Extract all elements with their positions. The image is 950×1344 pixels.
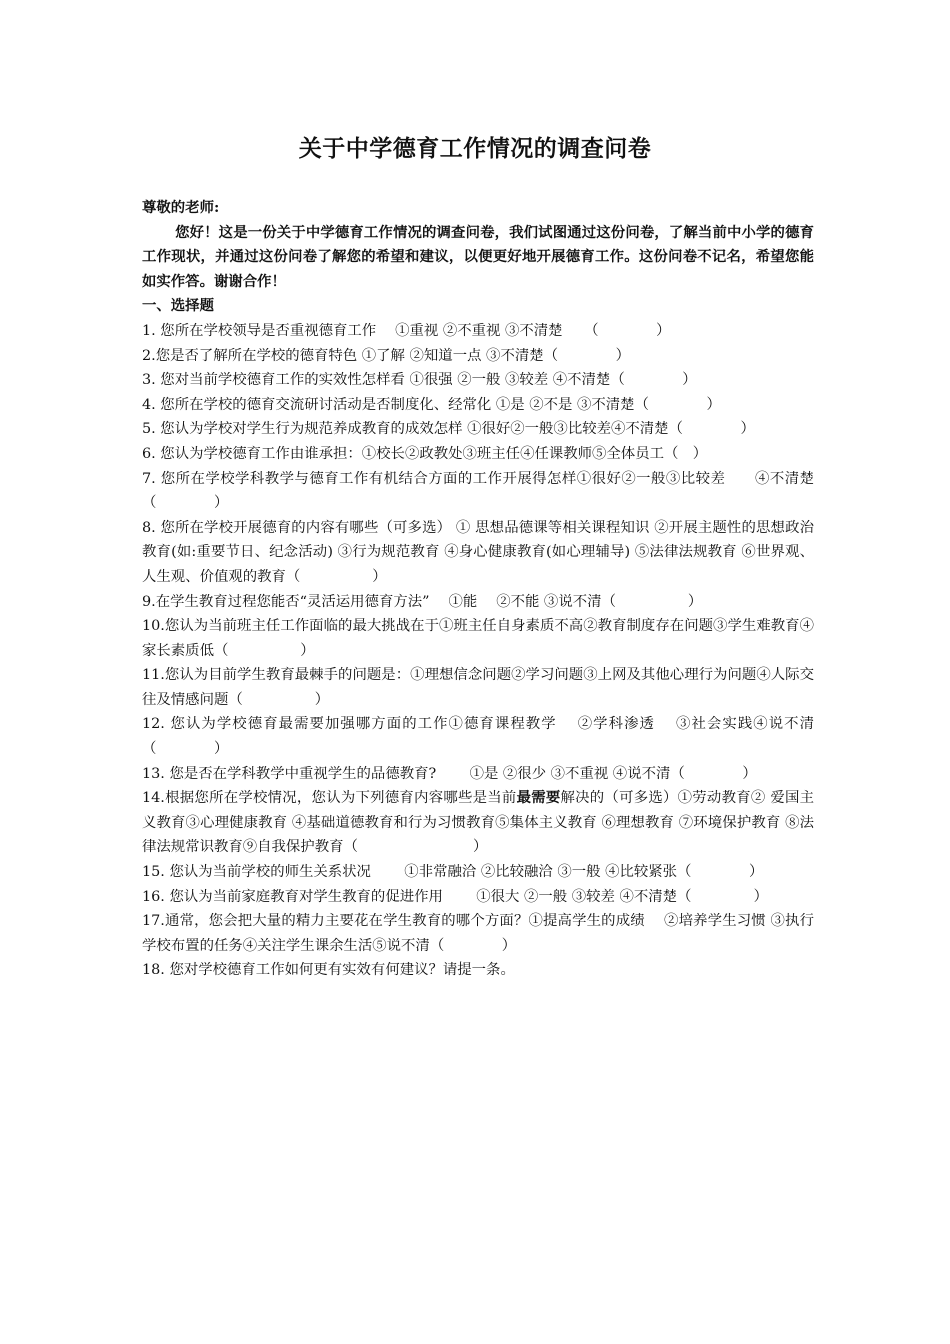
question-3: 3. 您对当前学校德育工作的实效性怎样看 ①很强 ②一般 ③较差 ④不清楚（ ） [142,372,697,389]
question-11: 11.您认为目前学生教育最棘手的问题是：①理想信念问题②学习问题③上网及其他心理行为问题④人际交往及情感问题（ ） [142,667,814,708]
question-18: 18. 您对学校德育工作如何更有实效有何建议？请提一条。 [142,962,515,979]
question-14-text-after: 解决的（可多选）①劳动教育② 爱国主义教育③心理健康教育 ④基础道德教育和行为习惯教育⑤集体主义教育 ⑥理想教育 ⑦环境保护教育 ⑧法律法规常识教育⑨自我保护教育（ ） [142,790,814,856]
question-14 [142,786,814,860]
question-14-emphasis: 最需要 [516,789,561,807]
document-title: 关于中学德育工作情况的调查问卷 [298,136,652,162]
question-13: 13. 您是否在学科教学中重视学生的品德教育? ①是 ②很少 ③不重视 ④说不清（ ） [142,765,757,782]
question-7: 7. 您所在学校学科教学与德育工作有机结合方面的工作开展得怎样①很好②一般③比较差 ④不清楚（ ） [142,470,814,512]
section-heading: 一、选择题 [142,297,214,315]
intro-paragraph: 您好！这是一份关于中学德育工作情况的调查问卷，我们试图通过这份问卷，了解当前中小学的德育工作现状，并通过这份问卷了解您的希望和建议，以便更好地开展德育工作。这份问卷不记名，希望您能如实作答。谢谢合作！ [142,223,814,290]
question-8: 8. 您所在学校开展德育的内容有哪些（可多选） ① 思想品德课等相关课程知识 ②开展主题性的思想政治教育(如:重要节日、纪念活动) ③行为规范教育 ④身心健康教育(如心理辅导) ⑤法律法规教育 ⑥世界观、人生观、价值观的教育（ ） [142,519,814,585]
question-1: 1. 您所在学校领导是否重视德育工作 ①重视 ②不重视 ③不清楚 （ ） [142,322,671,339]
question-6: 6. 您认为学校德育工作由谁承担：①校长②政教处③班主任④任课教师⑤全体员工（ ） [142,445,708,462]
document-body [142,196,814,983]
question-15: 15. 您认为当前学校的师生关系状况 ①非常融洽 ②比较融洽 ③一般 ④比较紧张（ ） [142,864,764,881]
question-14-text-before: 14.根据您所在学校情况，您认为下列德育内容哪些是当前 [142,790,517,807]
salutation: 尊敬的老师: [142,199,220,216]
question-16: 16. 您认为当前家庭教育对学生教育的促进作用 ①很大 ②一般 ③较差 ④不清楚（ ） [142,888,768,905]
question-12: 12. 您认为学校德育最需要加强哪方面的工作①德育课程教学 ②学科渗透 ③社会实践④说不清（ ） [142,716,814,758]
question-4: 4. 您所在学校的德育交流研讨活动是否制度化、经常化 ①是 ②不是 ③不清楚（ ） [142,396,721,413]
question-9: 9.在学生教育过程您能否“灵活运用德育方法” ①能 ②不能 ③说不清（ ） [142,593,703,610]
question-10: 10.您认为当前班主任工作面临的最大挑战在于①班主任自身素质不高②教育制度存在问题③学生难教育④家长素质低（ ） [142,618,814,659]
question-2: 2.您是否了解所在学校的德育特色 ①了解 ②知道一点 ③不清楚（ ） [142,347,630,364]
question-17: 17.通常，您会把大量的精力主要花在学生教育的哪个方面？①提高学生的成绩 ②培养学生习惯 ③执行学校布置的任务④关注学生课余生活⑤说不清（ ） [142,913,814,954]
question-5: 5. 您认为学校对学生行为规范养成教育的成效怎样 ①很好②一般③比较差④不清楚（ ） [142,421,755,438]
